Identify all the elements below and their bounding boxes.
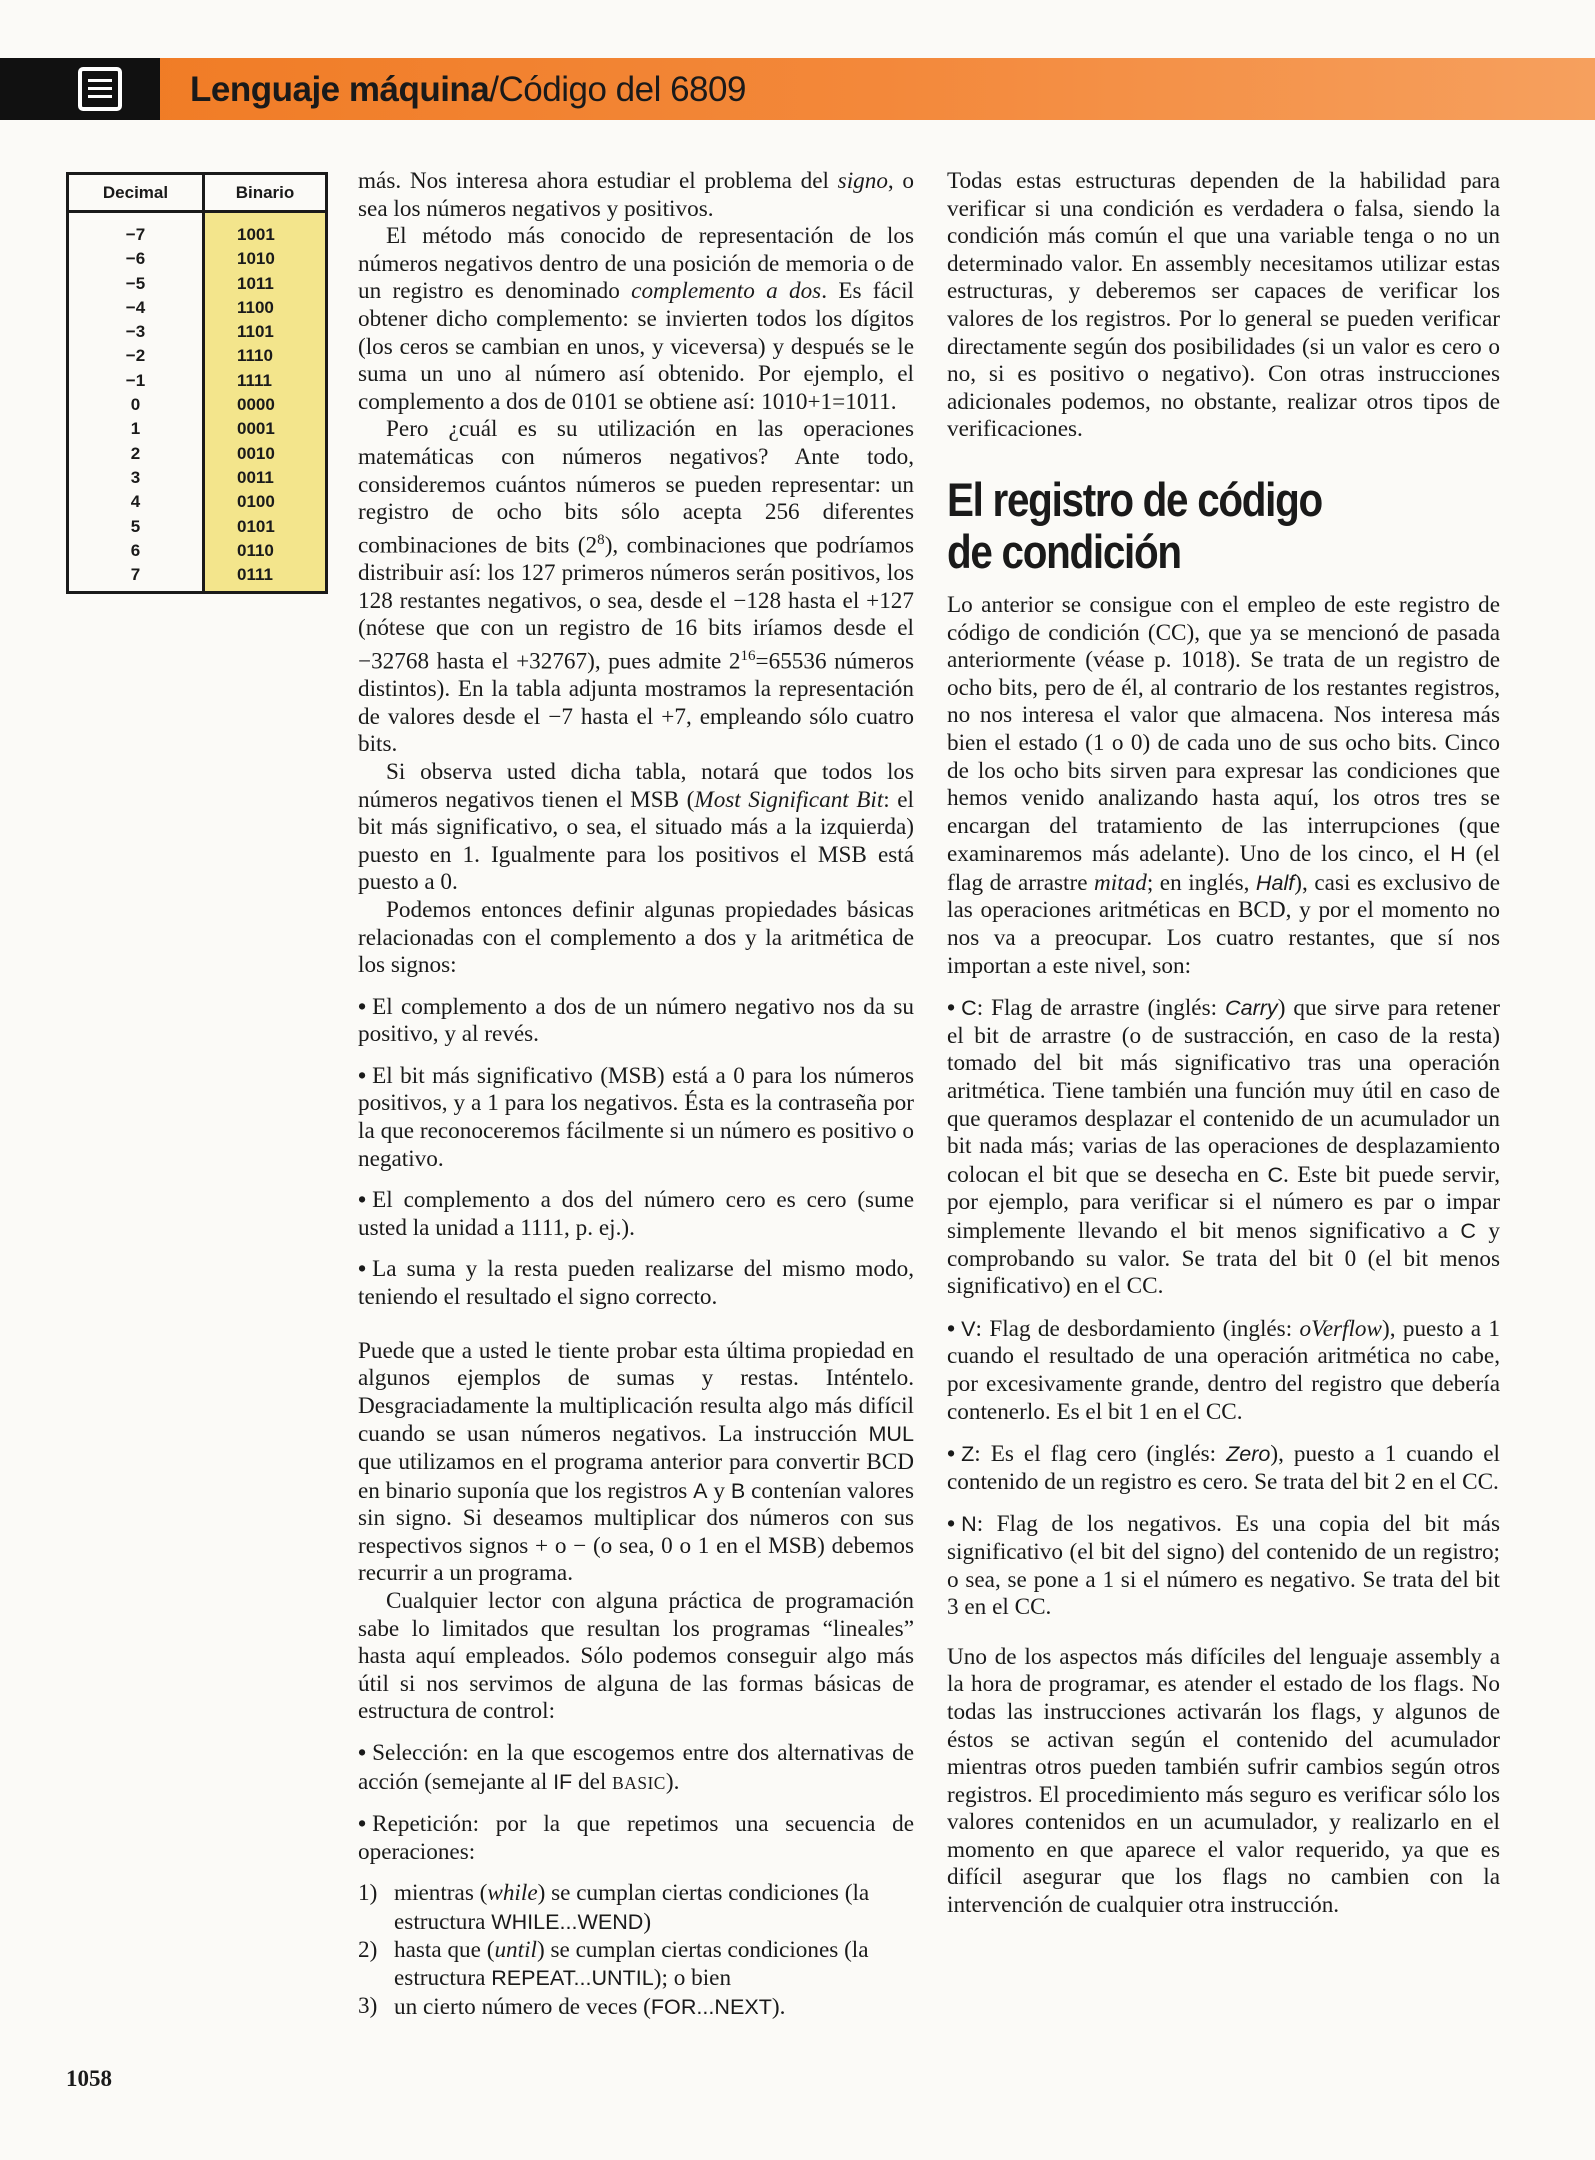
paragraph: Si observa usted dicha tabla, notará que todos los números negativos tienen el MSB (Most Significant Bit: el bit más significativo, o sea, el situado más a la izquierda) puesto en 1. Igualmente para los positivos el MSB está puesto a 0.	[358, 758, 914, 896]
table-row	[69, 249, 325, 273]
paragraph: Puede que a usted le tiente probar esta última propiedad en algunos ejemplos de sumas y restas. Inténtelo. Desgraciadamente la multiplicación resulta algo más difícil cuando se usan números negativos. La instrucción MUL que utilizamos en el programa anterior para convertir BCD en binario suponía que los registros A y B contenían valores sin signo. Si deseamos multiplicar dos números con sus respectivos signos + o − (o sea, 0 o 1 en el MSB) debemos recurrir a un programa.	[358, 1337, 914, 1587]
binary-cell: 1111	[237, 370, 273, 390]
table-row	[69, 274, 325, 298]
header-icon-block	[0, 58, 160, 120]
decimal-cell: −2	[125, 346, 146, 366]
table-row	[69, 444, 325, 468]
paragraph: Pero ¿cuál es su utilización en las operaciones matemáticas con números negativos? Ante todo, consideremos cuántos números se pueden representar: un registro de ocho bits sólo acepta 256 diferentes combinaciones de bits $(2^8)$, combinaciones que podríamos distribuir así: los 127 primeros números serán positivos, los 128 restantes negativos, o sea, desde el −128 hasta el +127 (nótese que con un registro de 16 bits iríamos desde el −32768 hasta el +32767), pues admite $2^{16}=65536$ números distintos). En la tabla adjunta mostramos la representación de valores desde el −7 hasta el +7, empleando sólo cuatro bits.	[358, 416, 914, 758]
binary-cell: 0011	[237, 467, 274, 487]
table-row	[69, 541, 325, 565]
binary-cell: 0000	[237, 395, 275, 415]
decimal-cell: −6	[125, 249, 146, 269]
decimal-cell: 7	[130, 565, 141, 585]
binary-cell: 1001	[237, 225, 275, 244]
decimal-cell: 0	[130, 395, 141, 415]
decimal-cell: 4	[130, 492, 141, 512]
list-item: • Selección: en la que escogemos entre dos alternativas de acción (semejante al IF del BASIC).	[358, 1739, 914, 1795]
decimal-cell: −4	[125, 297, 146, 317]
binary-cell: 0101	[237, 516, 275, 536]
title-separator: /	[489, 70, 499, 109]
title-rest: Código del 6809	[498, 70, 746, 109]
section-heading: El registro de código de condición	[947, 472, 1322, 578]
decimal-cell: 6	[130, 540, 141, 560]
paragraph: Uno de los aspectos más difíciles del lenguaje assembly a la hora de programar, es atender el estado de los flags. No todas las instrucciones activarán los flags, y algunos de éstos se activan según el contenido del acumulador mientras otros pueden también sufrir cambios según otros registros. El procedimiento más seguro es verificar sólo los valores contenidos en un acumulador, y realizarlo en el momento en que aparece el valor requerido, ya que es difícil asegurar que los flags no cambien con la intervención de cualquier otra instrucción.	[947, 1643, 1500, 1919]
title-bold: Lenguaje máquina	[190, 70, 490, 109]
table-row	[69, 565, 325, 589]
paragraph: más. Nos interesa ahora estudiar el problema del signo, o sea los números negativos y positivos.	[358, 168, 915, 222]
decimal-cell: −1	[125, 370, 146, 390]
binary-cell: 1011	[237, 273, 274, 293]
binary-cell: 0110	[237, 540, 274, 560]
table-row	[69, 468, 325, 492]
table-row	[69, 517, 325, 541]
list-item: • El complemento a dos del número cero es cero (sume usted la unidad a 1111, p. ej.).	[358, 1187, 914, 1241]
table-row	[69, 225, 325, 249]
computer-course-icon	[78, 67, 122, 111]
decimal-cell: 2	[130, 443, 141, 463]
table-row	[69, 395, 325, 419]
flag-v-item: • V: Flag de desbordamiento (inglés: oVerflow), puesto a 1 cuando el resultado de una operación aritmética no cabe, por excesivamente grande, dentro del registro que debería contenerlo. Es el bit 1 en el CC.	[947, 1315, 1500, 1425]
list-item: 1) mientras (while) se cumplan ciertas condiciones (la estructura WHILE...WEND)	[358, 1880, 870, 1935]
list-item: 3) un cierto número de veces (FOR...NEXT).	[358, 1992, 786, 2020]
flag-n-item: • N: Flag de los negativos. Es una copia del bit más significativo (el bit del signo) del contenido de un registro; o sea, se pone a 1 si el número es negativo. Se trata del bit 3 en el CC.	[947, 1511, 1500, 1621]
decimal-cell: 1	[130, 419, 141, 439]
paragraph: Podemos entonces definir algunas propiedades básicas relacionadas con el complemento a dos y la aritmética de los signos:	[358, 896, 914, 979]
binary-cell: 0100	[237, 492, 275, 512]
paragraph: El método más conocido de representación de los números negativos dentro de una posición de memoria o de un registro es denominado complemento a dos. Es fácil obtener dicho complemento: se invierten todos los dígitos (los ceros se cambian en unos, y viceversa) y después se le suma un uno al número así obtenido. Por ejemplo, el complemento a dos de 0101 se obtiene así: 1010+1=1011.	[358, 223, 914, 415]
list-item: 2) hasta que (until) se cumplan ciertas condiciones (la estructura REPEAT...UNTIL); o bien	[358, 1936, 869, 1992]
table-header-binary: Binario	[235, 183, 295, 202]
decimal-binary-table	[66, 172, 328, 594]
table-rows	[69, 225, 325, 589]
page-title	[190, 70, 746, 110]
column-2	[947, 168, 1500, 1920]
decimal-cell: 3	[130, 467, 141, 487]
list-item: • El bit más significativo (MSB) está a 0 para los números positivos, y a 1 para los negativos. Ésta es la contraseña por la que reconoceremos fácilmente si un número es positivo o negativo.	[358, 1062, 914, 1172]
decimal-cell: −5	[125, 273, 146, 293]
decimal-cell: −3	[125, 322, 146, 342]
list-item: • El complemento a dos de un número negativo nos da su positivo, y al revés.	[358, 993, 914, 1048]
header-bar	[0, 58, 1595, 120]
column-1	[358, 168, 914, 2021]
table-header-decimal: Decimal	[102, 183, 169, 202]
list-item: • Repetición: por la que repetimos una secuencia de operaciones:	[358, 1811, 914, 1865]
table-row	[69, 371, 325, 395]
table-row	[69, 492, 325, 516]
table-row	[69, 298, 325, 322]
table-row	[69, 419, 325, 443]
list-item: • La suma y la resta pueden realizarse del mismo modo, teniendo el resultado el signo correcto.	[358, 1256, 914, 1311]
flag-z-item: • Z: Es el flag cero (inglés: Zero), puesto a 1 cuando el contenido de un registro es cero. Se trata del bit 2 en el CC.	[947, 1441, 1500, 1495]
binary-cell: 1010	[237, 249, 275, 269]
decimal-cell: −7	[125, 225, 146, 244]
paragraph: Lo anterior se consigue con el empleo de este registro de código de condición (CC), que ya se mencionó de pasada anteriormente (véase p. 1018). Se trata de un registro de ocho bits, pero de él, al contrario de los restantes registros, no nos interesa el valor que almacena. Nos interesa más bien el estado (1 o 0) de cada uno de sus ocho bits. Cinco de los ocho bits sirven para expresar las condiciones que hemos venido analizando hasta aquí, los otros tres se encargan del tratamiento de las interrupciones (que examinaremos más adelante). Uno de los cinco, el H (el flag de arrastre mitad; en inglés, Half), casi es exclusivo de las operaciones aritméticas en BCD, y por el momento no nos va a preocupar. Los cuatro restantes, que sí nos importan a este nivel, son:	[947, 591, 1500, 979]
binary-cell: 1110	[237, 346, 273, 366]
page-number: 1058	[66, 2066, 112, 2091]
binary-cell: 1100	[237, 297, 274, 317]
repetition-list	[358, 1880, 914, 2021]
binary-cell: 0001	[237, 419, 275, 439]
binary-cell: 0111	[237, 565, 273, 585]
table-row	[69, 322, 325, 346]
binary-cell: 1101	[237, 322, 274, 342]
paragraph: Todas estas estructuras dependen de la habilidad para verificar si una condición es verdadera o falsa, siendo la condición más común el que una variable tenga o no un determinado valor. En assembly necesitamos utilizar estas estructuras, y deberemos ser capaces de verificar los valores de los registros. Por lo general se pueden verificar directamente según dos posibilidades (si un valor es cero o no, si es positivo o negativo). Con otras instrucciones adicionales podemos, no obstante, realizar otros tipos de verificaciones.	[947, 168, 1500, 443]
paragraph: Cualquier lector con alguna práctica de programación sabe lo limitados que resultan los programas “lineales” hasta aquí empleados. Sólo podemos conseguir algo más útil si nos servimos de alguna de las formas básicas de estructura de control:	[358, 1587, 914, 1725]
table-row	[69, 346, 325, 370]
binary-cell: 0010	[237, 443, 275, 463]
flag-c-item: • C: Flag de arrastre (inglés: Carry) que sirve para retener el bit de arrastre (o de sustracción, en caso de la resta) tomado del bit más significativo tras una operación aritmética. Tiene también una función muy útil en caso de que queramos desplazar el contenido de un acumulador un bit nada más; varias de las operaciones de desplazamiento colocan el bit que se desecha en C. Este bit puede servir, por ejemplo, para verificar si el número es par o impar simplemente llevando el bit menos significativo a C y comprobando su valor. Se trata del bit 0 (el bit menos significativo) en el CC.	[947, 995, 1501, 1300]
decimal-cell: 5	[130, 516, 141, 536]
